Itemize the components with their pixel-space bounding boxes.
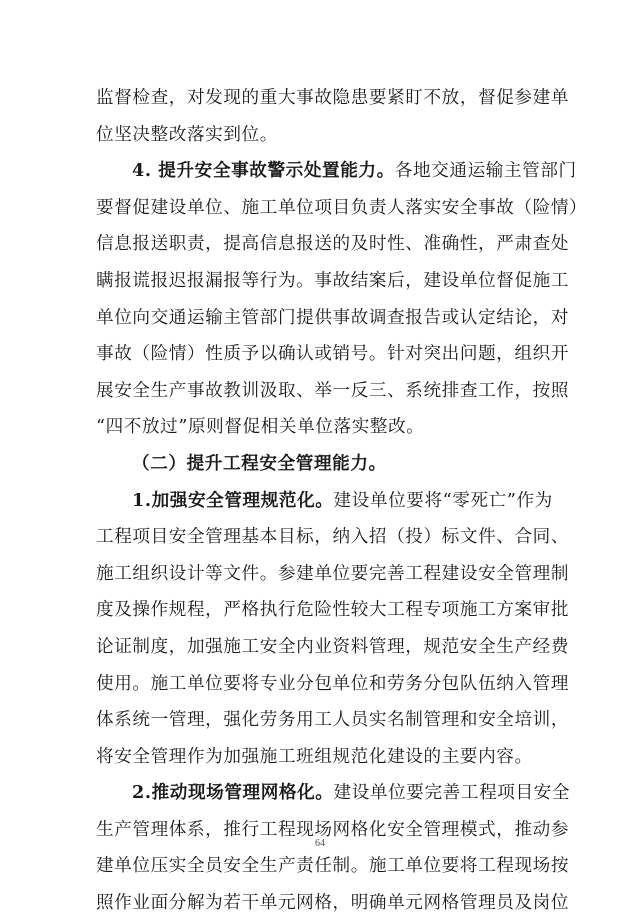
text-line: 体系统一管理，强化劳务用工人员实名制管理和安全培训， [96, 710, 570, 731]
paragraph-heading: 4. 提升安全事故警示处置能力。 [132, 160, 395, 182]
text-line: 瞒报谎报迟报漏报等行为。事故结案后，建设单位督促施工 [96, 270, 570, 291]
text-line: 论证制度，加强施工安全内业资料管理，规范安全生产经费 [96, 636, 570, 657]
document-body [96, 80, 588, 922]
section-heading: （二）提升工程安全管理能力。 [132, 452, 387, 474]
text-line: 建单位压实全员安全生产责任制。施工单位要将工程现场按 [96, 856, 570, 877]
text-line: 将安全管理作为加强施工班组规范化建设的主要内容。 [96, 746, 533, 767]
text-line: 施工组织设计等文件。参建单位要完善工程建设安全管理制 [96, 563, 570, 584]
text-line: 工程项目安全管理基本目标，纳入招（投）标文件、合同、 [96, 527, 570, 548]
text-line: 单位向交通运输主管部门提供事故调查报告或认定结论，对 [96, 307, 570, 328]
text-line: 生产管理体系，推行工程现场网格化安全管理模式，推动参 [96, 819, 570, 840]
paragraph-heading: 2.推动现场管理网格化。 [132, 782, 334, 804]
paragraph-first-line [96, 483, 556, 520]
text-line: 度及操作规程，严格执行危险性较大工程专项施工方案审批 [96, 600, 570, 621]
paragraph-first-line [96, 153, 577, 190]
paragraph-heading: 1.加强安全管理规范化。 [132, 489, 334, 511]
text-line: 事故（险情）性质予以确认或销号。针对突出问题，组织开 [96, 344, 570, 365]
text-line: 照作业面分解为若干单元网格，明确单元网格管理员及岗位 [96, 893, 570, 914]
text-line: 要督促建设单位、施工单位项目负责人落实安全事故（险情） [96, 197, 588, 218]
text-run: 各地交通运输主管部门 [394, 161, 577, 182]
text-line: 信息报送职责，提高信息报送的及时性、准确性，严肃查处 [96, 234, 570, 255]
text-run: 建设单位要将“零死亡”作为 [333, 490, 553, 511]
paragraph-first-line [96, 775, 571, 812]
text-line: 展安全生产事故教训汲取、举一反三、系统排查工作，按照 [96, 380, 570, 401]
page-number: 64 [315, 838, 325, 849]
text-run: 建设单位要完善工程项目安全 [333, 783, 571, 804]
text-line: “四不放过”原则督促相关单位落实整改。 [96, 417, 425, 438]
text-line: 位坚决整改落实到位。 [96, 124, 278, 145]
text-line: 使用。施工单位要将专业分包单位和劳务分包队伍纳入管理 [96, 673, 570, 694]
text-line: 监督检查，对发现的重大事故隐患要紧盯不放，督促参建单 [96, 88, 570, 108]
